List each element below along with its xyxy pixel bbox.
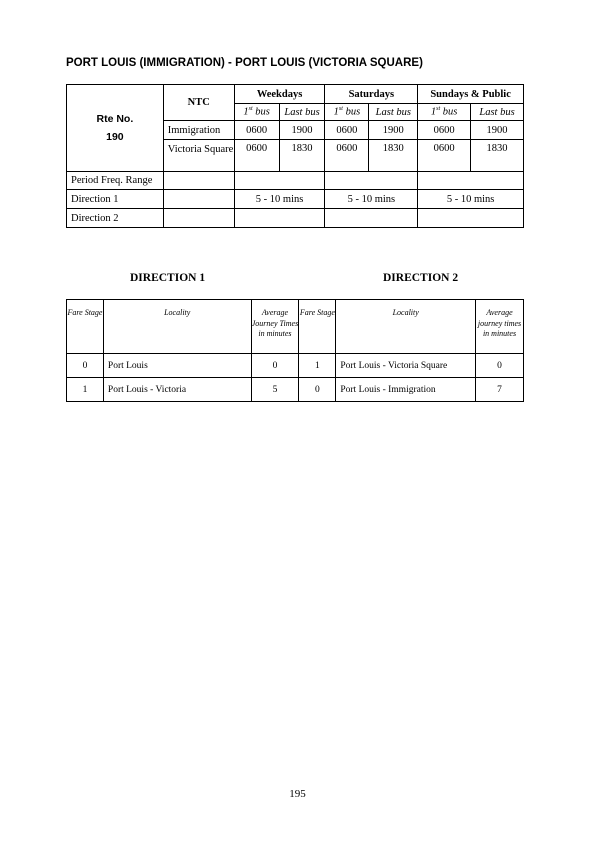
locality-cell: Port Louis - Immigration bbox=[336, 378, 476, 402]
freq-label: Period Freq. Range bbox=[67, 172, 164, 190]
operator-name: NTC bbox=[163, 85, 234, 121]
page-number: 195 bbox=[289, 788, 306, 800]
stop-name: Immigration bbox=[163, 121, 234, 140]
time-cell: 0600 bbox=[418, 140, 471, 172]
first-bus-header: 1st bus bbox=[325, 104, 369, 121]
route-number: 190 bbox=[106, 131, 124, 143]
page-title: PORT LOUIS (IMMIGRATION) - PORT LOUIS (VICTORIA SQUARE) bbox=[66, 57, 423, 69]
avg-time-cell: 5 bbox=[251, 378, 299, 402]
frequency-cell: 5 - 10 mins bbox=[325, 190, 418, 209]
time-cell: 1900 bbox=[471, 121, 524, 140]
route-label: Rte No. bbox=[96, 113, 134, 125]
stop-name: Victoria Square bbox=[163, 140, 234, 172]
fare-stage-cell: 1 bbox=[67, 378, 104, 402]
time-cell: 0600 bbox=[418, 121, 471, 140]
frequency-cell: 5 - 10 mins bbox=[234, 190, 325, 209]
fare-stage-cell: 0 bbox=[299, 378, 336, 402]
table-row bbox=[67, 378, 524, 402]
fare-stage-cell: 0 bbox=[67, 354, 104, 378]
direction1-row bbox=[67, 190, 524, 209]
frequency-cell: 5 - 10 mins bbox=[418, 190, 524, 209]
schedule-table bbox=[66, 84, 524, 228]
time-cell: 0600 bbox=[325, 140, 369, 172]
table-row bbox=[67, 354, 524, 378]
direction2-heading: DIRECTION 2 bbox=[383, 272, 459, 284]
first-bus-header: 1st bus bbox=[418, 104, 471, 121]
direction1-heading: DIRECTION 1 bbox=[130, 272, 206, 284]
locality-header: Locality bbox=[336, 300, 476, 354]
locality-cell: Port Louis - Victoria Square bbox=[336, 354, 476, 378]
avg-time-header: Average Journey Times in minutes bbox=[251, 300, 299, 354]
locality-header: Locality bbox=[103, 300, 251, 354]
last-bus-header: Last bus bbox=[369, 104, 418, 121]
fare-stage-table bbox=[66, 299, 524, 402]
direction2-label: Direction 2 bbox=[67, 209, 164, 228]
saturdays-header: Saturdays bbox=[325, 85, 418, 104]
direction2-row bbox=[67, 209, 524, 228]
locality-cell: Port Louis bbox=[103, 354, 251, 378]
fare-stage-header: Fare Stage bbox=[67, 300, 104, 354]
weekdays-header: Weekdays bbox=[234, 85, 325, 104]
time-cell: 0600 bbox=[234, 121, 279, 140]
freq-row bbox=[67, 172, 524, 190]
avg-time-cell: 0 bbox=[251, 354, 299, 378]
time-cell: 1830 bbox=[279, 140, 325, 172]
avg-time-cell: 7 bbox=[476, 378, 524, 402]
sundays-header: Sundays & Public bbox=[418, 85, 524, 104]
direction1-label: Direction 1 bbox=[67, 190, 164, 209]
locality-cell: Port Louis - Victoria bbox=[103, 378, 251, 402]
route-number-cell bbox=[67, 85, 164, 172]
avg-time-header: Average journey times in minutes bbox=[476, 300, 524, 354]
last-bus-header: Last bus bbox=[279, 104, 325, 121]
fare-stage-header: Fare Stage bbox=[299, 300, 336, 354]
time-cell: 0600 bbox=[234, 140, 279, 172]
first-bus-header: 1st bus bbox=[234, 104, 279, 121]
time-cell: 1830 bbox=[369, 140, 418, 172]
avg-time-cell: 0 bbox=[476, 354, 524, 378]
time-cell: 1900 bbox=[369, 121, 418, 140]
fare-stage-cell: 1 bbox=[299, 354, 336, 378]
time-cell: 1830 bbox=[471, 140, 524, 172]
time-cell: 0600 bbox=[325, 121, 369, 140]
time-cell: 1900 bbox=[279, 121, 325, 140]
last-bus-header: Last bus bbox=[471, 104, 524, 121]
